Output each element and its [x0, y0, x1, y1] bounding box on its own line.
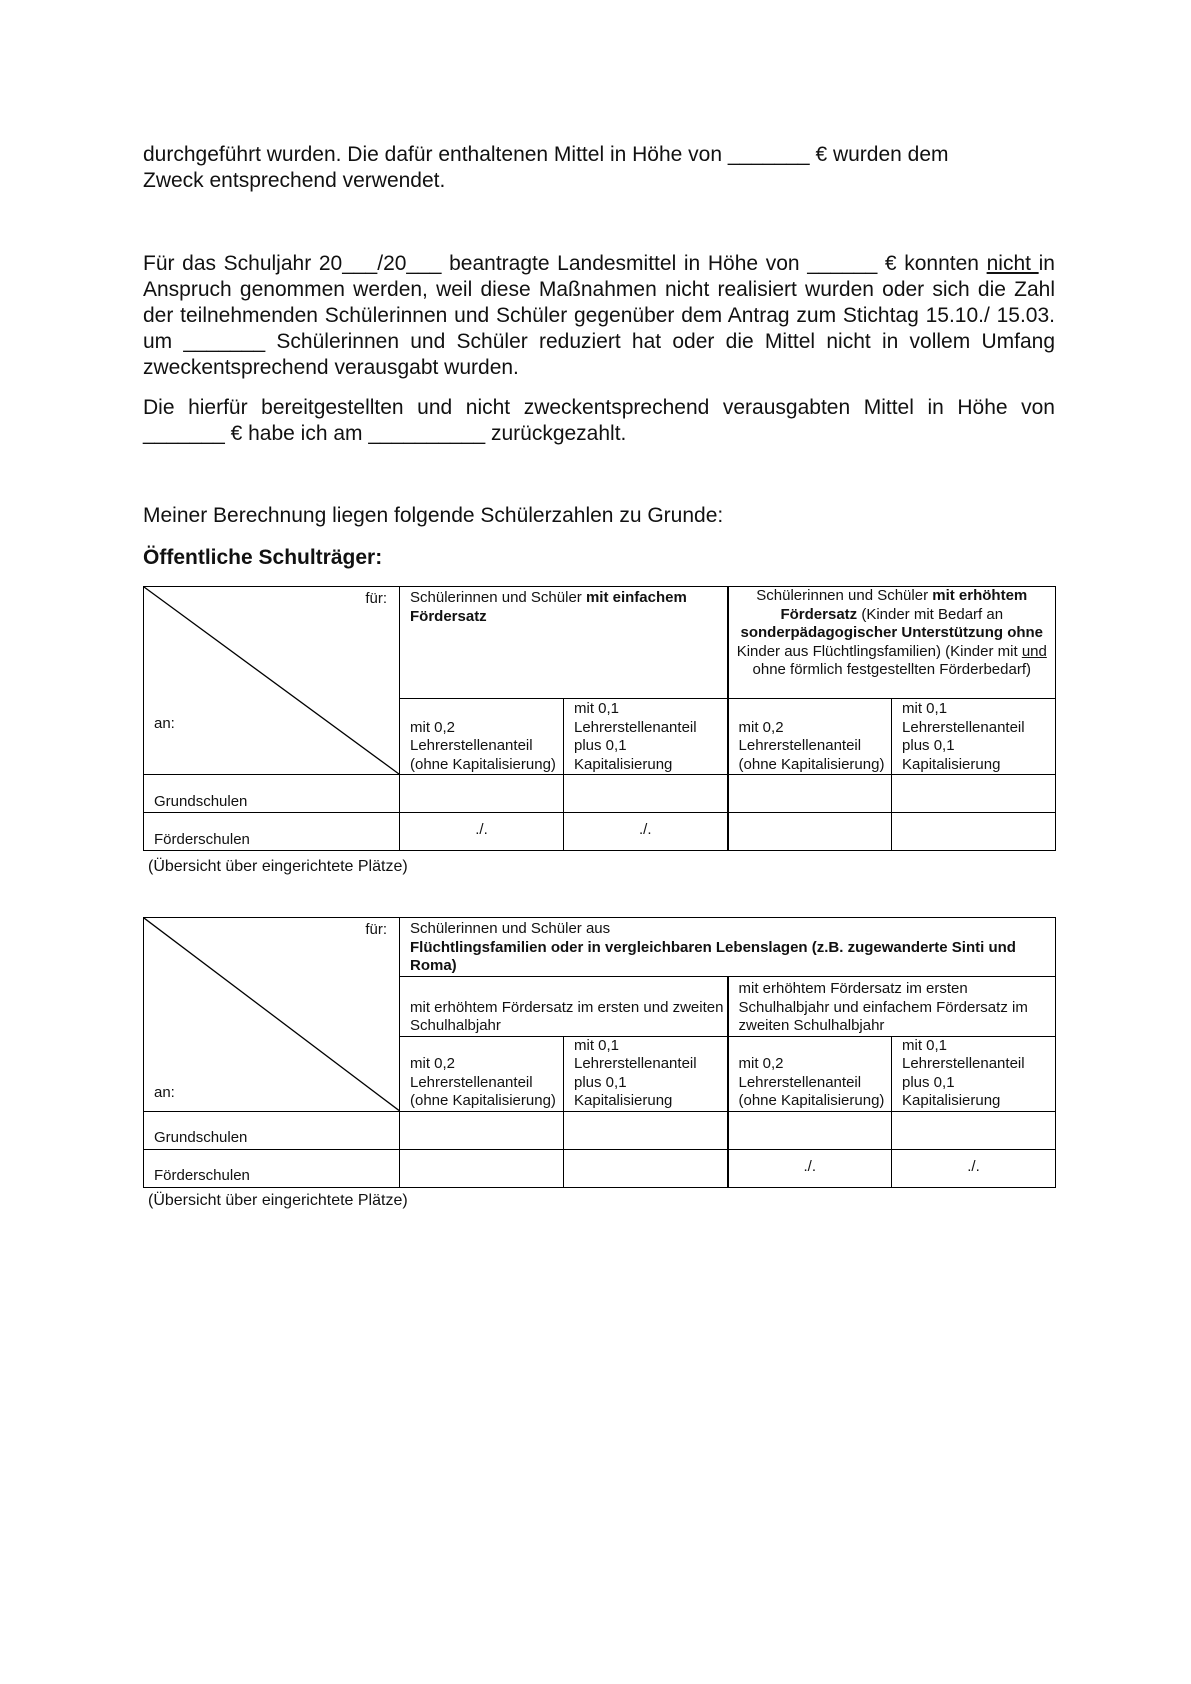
header-text: Schülerinnen und Schüler aus	[410, 920, 611, 937]
paragraph-repayment	[143, 395, 1055, 447]
header-text: Schülerinnen und Schüler	[756, 587, 933, 604]
input-cell[interactable]	[400, 775, 564, 813]
input-cell[interactable]	[400, 1111, 564, 1149]
header-text: ohne förmlich festgestellten Förderbedarf)	[752, 661, 1031, 678]
subgroup-increased-first-half: mit erhöhtem Fördersatz im ersten Schulhalbjahr und einfachem Fördersatz im zweiten Schulhalbjahr	[728, 976, 1056, 1036]
header-underlined-text: und	[1021, 642, 1047, 660]
label-an: an:	[154, 1084, 175, 1101]
label-fuer: für:	[365, 921, 387, 938]
paragraph-text: Zweck entsprechend verwendet.	[143, 169, 446, 192]
column-group-increased-rate	[728, 587, 1056, 699]
header-text: Kinder aus Flüchtlingsfamilien) (Kinder mit	[736, 642, 1022, 660]
student-numbers-table-1	[143, 586, 1056, 851]
column-group-refugee-families	[400, 918, 1056, 977]
diagonal-line	[144, 918, 399, 1111]
paragraph-funds-not-used	[143, 251, 1055, 381]
subheader-01-share: mit 0,1 Lehrerstellenanteil plus 0,1 Kapitalisierung	[892, 699, 1056, 775]
diagonal-line	[144, 587, 399, 774]
paragraph-calculation-basis	[143, 503, 1055, 529]
subheader-02-share: mit 0,2 Lehrerstellenanteil (ohne Kapitalisierung)	[728, 699, 892, 775]
input-cell[interactable]	[892, 775, 1056, 813]
label-fuer: für:	[365, 590, 387, 607]
student-numbers-table-2	[143, 917, 1056, 1188]
not-applicable-cell: ./.	[400, 813, 564, 851]
row-label-grundschulen: Grundschulen	[144, 1111, 400, 1149]
paragraph-text: Die hierfür bereitgestellten und nicht zweckentsprechend verausgabten Mittel in Höhe von _______ € habe ich am __________ zurückgezahlt.	[143, 396, 1055, 445]
header-bold-text: sonderpädagogischer Unterstützung ohne	[740, 624, 1044, 641]
heading-text: Öffentliche Schulträger:	[143, 546, 383, 569]
input-cell[interactable]	[892, 1111, 1056, 1149]
input-cell[interactable]	[728, 813, 892, 851]
header-bold-text: mit einfachem Fördersatz	[410, 589, 687, 625]
diagonal-header-cell	[144, 918, 400, 1112]
underlined-nicht: nicht	[986, 252, 1039, 275]
input-cell[interactable]	[728, 1111, 892, 1149]
subheader-02-share: mit 0,2 Lehrerstellenanteil (ohne Kapitalisierung)	[400, 1036, 564, 1111]
input-cell[interactable]	[564, 1111, 728, 1149]
paragraph-text: in Anspruch genommen werden, weil diese Maßnahmen nicht realisiert wurden oder sich die Zahl der teilnehmenden Schülerinnen und Schüler gegenüber dem Antrag zum Stichtag 15.10./ 15.03. um _______ Schülerinnen und Schüler reduziert hat oder die Mittel nicht in vollem Umfang zweckentsprechend verausgabt wurden.	[143, 252, 1055, 379]
row-label-foerderschulen: Förderschulen	[144, 813, 400, 851]
section-heading	[143, 545, 1055, 571]
input-cell[interactable]	[564, 1149, 728, 1187]
input-cell[interactable]	[728, 775, 892, 813]
header-bold-text: Flüchtlingsfamilien oder in vergleichbaren Lebenslagen (z.B. zugewanderte Sinti und Roma)	[410, 938, 1016, 974]
subheader-02-share: mit 0,2 Lehrerstellenanteil (ohne Kapitalisierung)	[728, 1036, 892, 1111]
row-label-grundschulen: Grundschulen	[144, 775, 400, 813]
row-label-foerderschulen: Förderschulen	[144, 1149, 400, 1187]
paragraph-funds-used	[143, 142, 1055, 194]
not-applicable-cell: ./.	[892, 1149, 1056, 1187]
column-group-simple-rate	[400, 587, 728, 699]
subheader-01-share: mit 0,1 Lehrerstellenanteil plus 0,1 Kapitalisierung	[564, 1036, 728, 1111]
not-applicable-cell: ./.	[728, 1149, 892, 1187]
paragraph-text: Meiner Berechnung liegen folgende Schülerzahlen zu Grunde:	[143, 504, 724, 527]
table-note: (Übersicht über eingerichtete Plätze)	[148, 858, 408, 875]
subheader-01-share: mit 0,1 Lehrerstellenanteil plus 0,1 Kapitalisierung	[564, 699, 728, 775]
not-applicable-cell: ./.	[564, 813, 728, 851]
input-cell[interactable]	[564, 775, 728, 813]
header-text: (Kinder mit Bedarf an	[857, 605, 1004, 623]
table-note: (Übersicht über eingerichtete Plätze)	[148, 1192, 408, 1209]
input-cell[interactable]	[400, 1149, 564, 1187]
subheader-02-share: mit 0,2 Lehrerstellenanteil (ohne Kapitalisierung)	[400, 699, 564, 775]
diagonal-header-cell	[144, 587, 400, 775]
paragraph-text: Für das Schuljahr 20___/20___ beantragte Landesmittel in Höhe von ______ € konnten	[143, 252, 987, 275]
label-an: an:	[154, 715, 175, 732]
header-bold-text: mit erhöhtem Fördersatz	[780, 587, 1028, 623]
header-text: Schülerinnen und Schüler	[410, 589, 586, 606]
subgroup-increased-both-halves: mit erhöhtem Fördersatz im ersten und zweiten Schulhalbjahr	[400, 976, 728, 1036]
input-cell[interactable]	[892, 813, 1056, 851]
subheader-01-share: mit 0,1 Lehrerstellenanteil plus 0,1 Kapitalisierung	[892, 1036, 1056, 1111]
paragraph-text: durchgeführt wurden. Die dafür enthaltenen Mittel in Höhe von _______ € wurden dem	[143, 143, 949, 166]
